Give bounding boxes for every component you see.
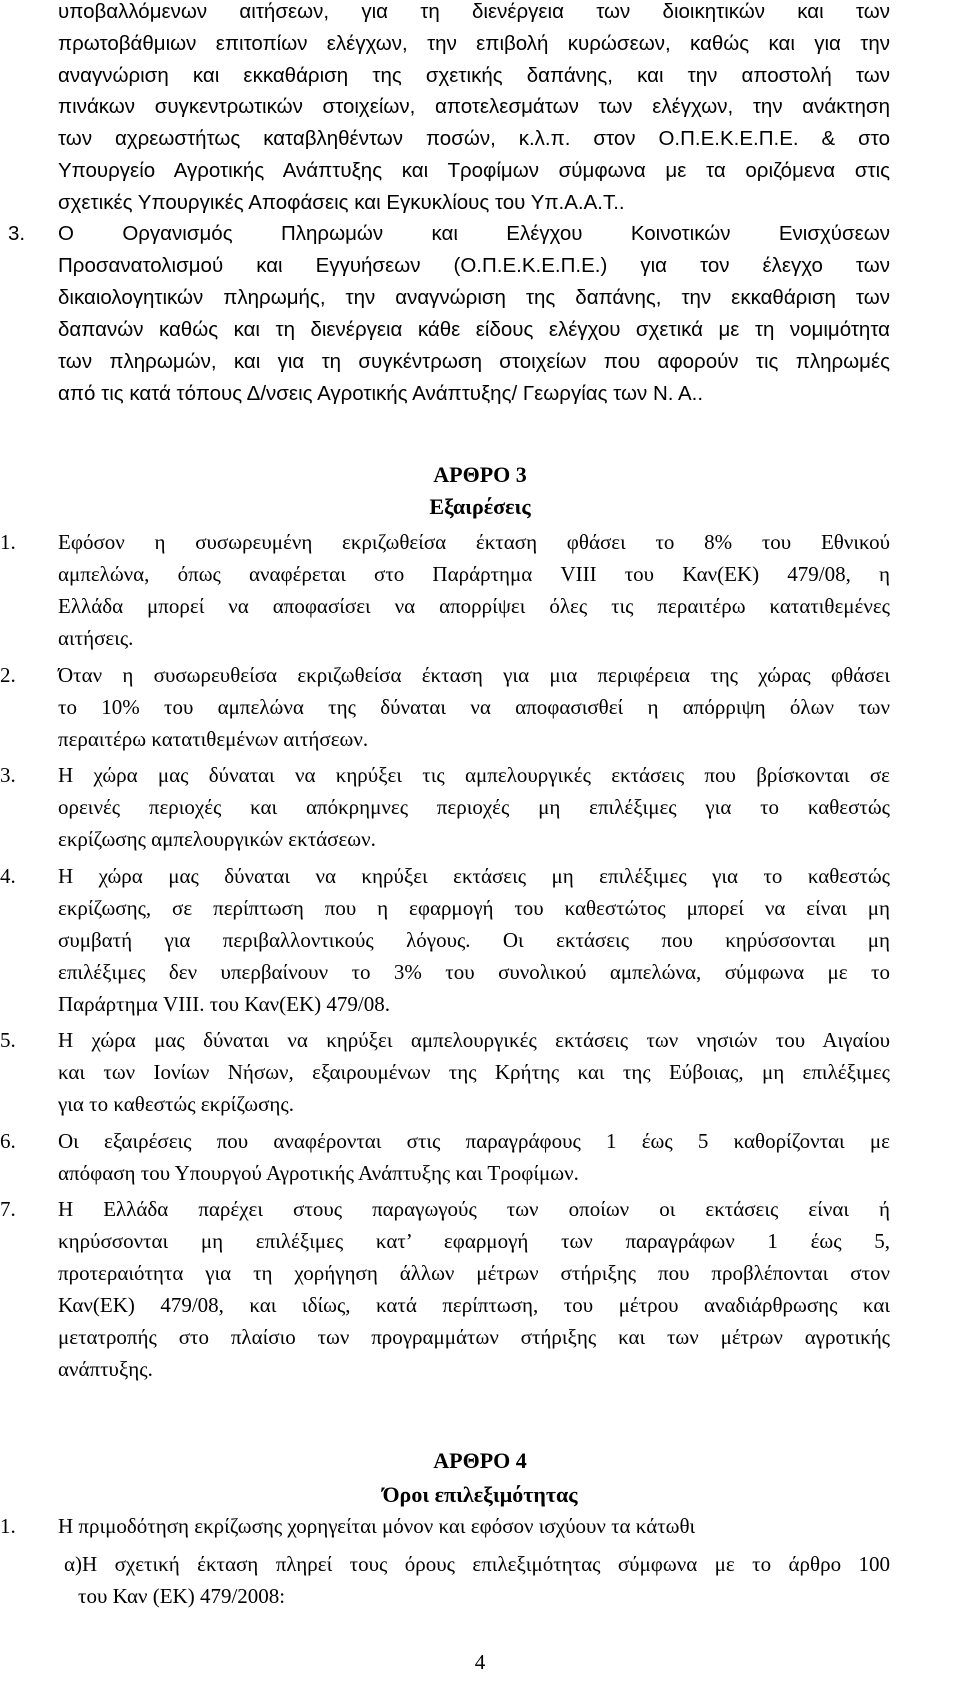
text-line: πινάκων συγκεντρωτικών στοιχείων, αποτελεσμάτων των ελέγχων, την ανάκτηση — [58, 95, 890, 118]
text-line: αναγνώριση και εκκαθάριση της σχετικής δαπάνης, και την αποστολή των — [58, 64, 890, 87]
list-number: 6. — [0, 1129, 16, 1153]
text-line: σχετικές Υπουργικές Αποφάσεις και Εγκυκλίους του Υπ.Α.Α.Τ.. — [58, 191, 625, 214]
paragraph-line: Η χώρα μας δύναται να κηρύξει τις αμπελουργικές εκτάσεις που βρίσκονται σε — [58, 763, 890, 787]
text-line: των πληρωμών, και για τη συγκέντρωση στοιχείων που αφορούν τις πληρωμές — [58, 350, 890, 373]
text-line: Υπουργείο Αγροτικής Ανάπτυξης και Τροφίμων σύμφωνα με τα οριζόμενα στις — [58, 159, 890, 182]
text-line: Προσανατολισμού και Εγγυήσεων (Ο.Π.Ε.Κ.Ε.Π.Ε.) για τον έλεγχο των — [58, 254, 890, 277]
paragraph-line: Οι εξαιρέσεις που αναφέρονται στις παραγράφους 1 έως 5 καθορίζονται με — [58, 1129, 890, 1153]
text-line: υποβαλλόμενων αιτήσεων, για τη διενέργεια των διοικητικών και των — [58, 0, 890, 23]
paragraph-line: για το καθεστώς εκρίζωσης. — [58, 1092, 294, 1116]
list-number: 3. — [0, 763, 16, 787]
article-subheading: Εξαιρέσεις — [429, 494, 531, 519]
paragraph-line: και των Ιονίων Νήσων, εξαιρουμένων της Κρήτης και της Εύβοιας, μη επιλέξιμες — [58, 1060, 890, 1084]
list-number: 1. — [0, 1514, 16, 1538]
text-line: από τις κατά τόπους Δ/νσεις Αγροτικής Ανάπτυξης/ Γεωργίας των Ν. Α.. — [58, 382, 704, 405]
paragraph-line: επιλέξιμες δεν υπερβαίνουν το 3% του συνολικού αμπελώνα, σύμφωνα με το — [58, 960, 890, 984]
paragraph-line: εκρίζωσης αμπελουργικών εκτάσεων. — [58, 827, 376, 851]
paragraph-line: μετατροπής στο πλαίσιο των προγραμμάτων στήριξης και των μέτρων αγροτικής — [58, 1325, 890, 1349]
paragraph-line: προτεραιότητα για τη χορήγηση άλλων μέτρων στήριξης που προβλέπονται στον — [58, 1261, 890, 1285]
list-number: 7. — [0, 1197, 16, 1221]
paragraph-line: Η Ελλάδα παρέχει στους παραγωγούς των οποίων οι εκτάσεις είναι ή — [58, 1197, 890, 1221]
paragraph-line: Εφόσον η συσωρευμένη εκριζωθείσα έκταση φθάσει το 8% του Εθνικού — [58, 530, 890, 554]
paragraph-line: το 10% του αμπελώνα της δύναται να αποφασισθεί η απόρριψη όλων των — [58, 695, 890, 719]
paragraph-line: κηρύσσονται μη επιλέξιμες κατ’ εφαρμογή των παραγράφων 1 έως 5, — [58, 1229, 890, 1253]
text-line: των αχρεωστήτως καταβληθέντων ποσών, κ.λ.π. στον Ο.Π.Ε.Κ.Ε.Π.Ε. & στο — [58, 127, 890, 150]
paragraph-line: Ελλάδα μπορεί να αποφασίσει να απορρίψει όλες τις περαιτέρω κατατιθεμένες — [58, 594, 890, 618]
article-heading: ΑΡΘΡΟ 4 — [433, 1448, 527, 1473]
paragraph-line: απόφαση του Υπουργού Αγροτικής Ανάπτυξης και Τροφίμων. — [58, 1161, 579, 1185]
paragraph-line: Η πριμοδότηση εκρίζωσης χορηγείται μόνον και εφόσον ισχύουν τα κάτωθι — [58, 1514, 696, 1538]
paragraph-line: ορεινές περιοχές και απόκρημνες περιοχές μη επιλέξιμες για το καθεστώς — [58, 795, 890, 819]
subitem-line: α)Η σχετική έκταση πληρεί τους όρους επιλεξιμότητας σύμφωνα με το άρθρο 100 — [64, 1552, 890, 1576]
list-number: 2. — [0, 663, 16, 687]
paragraph-line: αμπελώνα, όπως αναφέρεται στο Παράρτημα VIII του Καν(ΕΚ) 479/08, η — [58, 562, 890, 586]
text-line: πρωτοβάθμιων επιτοπίων ελέγχων, την επιβολή κυρώσεων, καθώς και για την — [58, 32, 890, 55]
article-subheading: Όροι επιλεξιμότητας — [382, 1482, 578, 1507]
list-number: 5. — [0, 1028, 16, 1052]
paragraph-line: Παράρτημα VIII. του Καν(ΕΚ) 479/08. — [58, 992, 390, 1016]
paragraph-line: ανάπτυξης. — [58, 1357, 153, 1381]
article-heading: ΑΡΘΡΟ 3 — [433, 462, 527, 487]
list-number: 1. — [0, 530, 16, 554]
list-number: 4. — [0, 864, 16, 888]
paragraph-line: Η χώρα μας δύναται να κηρύξει αμπελουργικές εκτάσεις των νησιών του Αιγαίου — [58, 1028, 890, 1052]
list-number: 3. — [8, 222, 26, 245]
paragraph-line: Όταν η συσωρευθείσα εκριζωθείσα έκταση για μια περιφέρεια της χώρας φθάσει — [58, 663, 890, 687]
text-line: δαπανών καθώς και τη διενέργεια κάθε είδους ελέγχου σχετικά με τη νομιμότητα — [58, 318, 890, 341]
paragraph-line: Η χώρα μας δύναται να κηρύξει εκτάσεις μη επιλέξιμες για το καθεστώς — [58, 864, 890, 888]
paragraph-line: περαιτέρω κατατιθεμένων αιτήσεων. — [58, 727, 369, 751]
text-line: Ο Οργανισμός Πληρωμών και Ελέγχου Κοινοτικών Ενισχύσεων — [58, 222, 890, 245]
text-line: δικαιολογητικών πληρωμής, την αναγνώριση της δαπάνης, την εκκαθάριση των — [58, 286, 890, 309]
subitem-line: του Καν (ΕΚ) 479/2008: — [78, 1584, 286, 1608]
page-number: 4 — [474, 1650, 486, 1674]
paragraph-line: συμβατή για περιβαλλοντικούς λόγους. Οι εκτάσεις που κηρύσσονται μη — [58, 928, 890, 952]
paragraph-line: εκρίζωσης, σε περίπτωση που η εφαρμογή του καθεστώτος μπορεί να είναι μη — [58, 896, 890, 920]
paragraph-line: Καν(ΕΚ) 479/08, και ιδίως, κατά περίπτωση, του μέτρου αναδιάρθρωσης και — [58, 1293, 890, 1317]
paragraph-line: αιτήσεις. — [58, 626, 134, 650]
